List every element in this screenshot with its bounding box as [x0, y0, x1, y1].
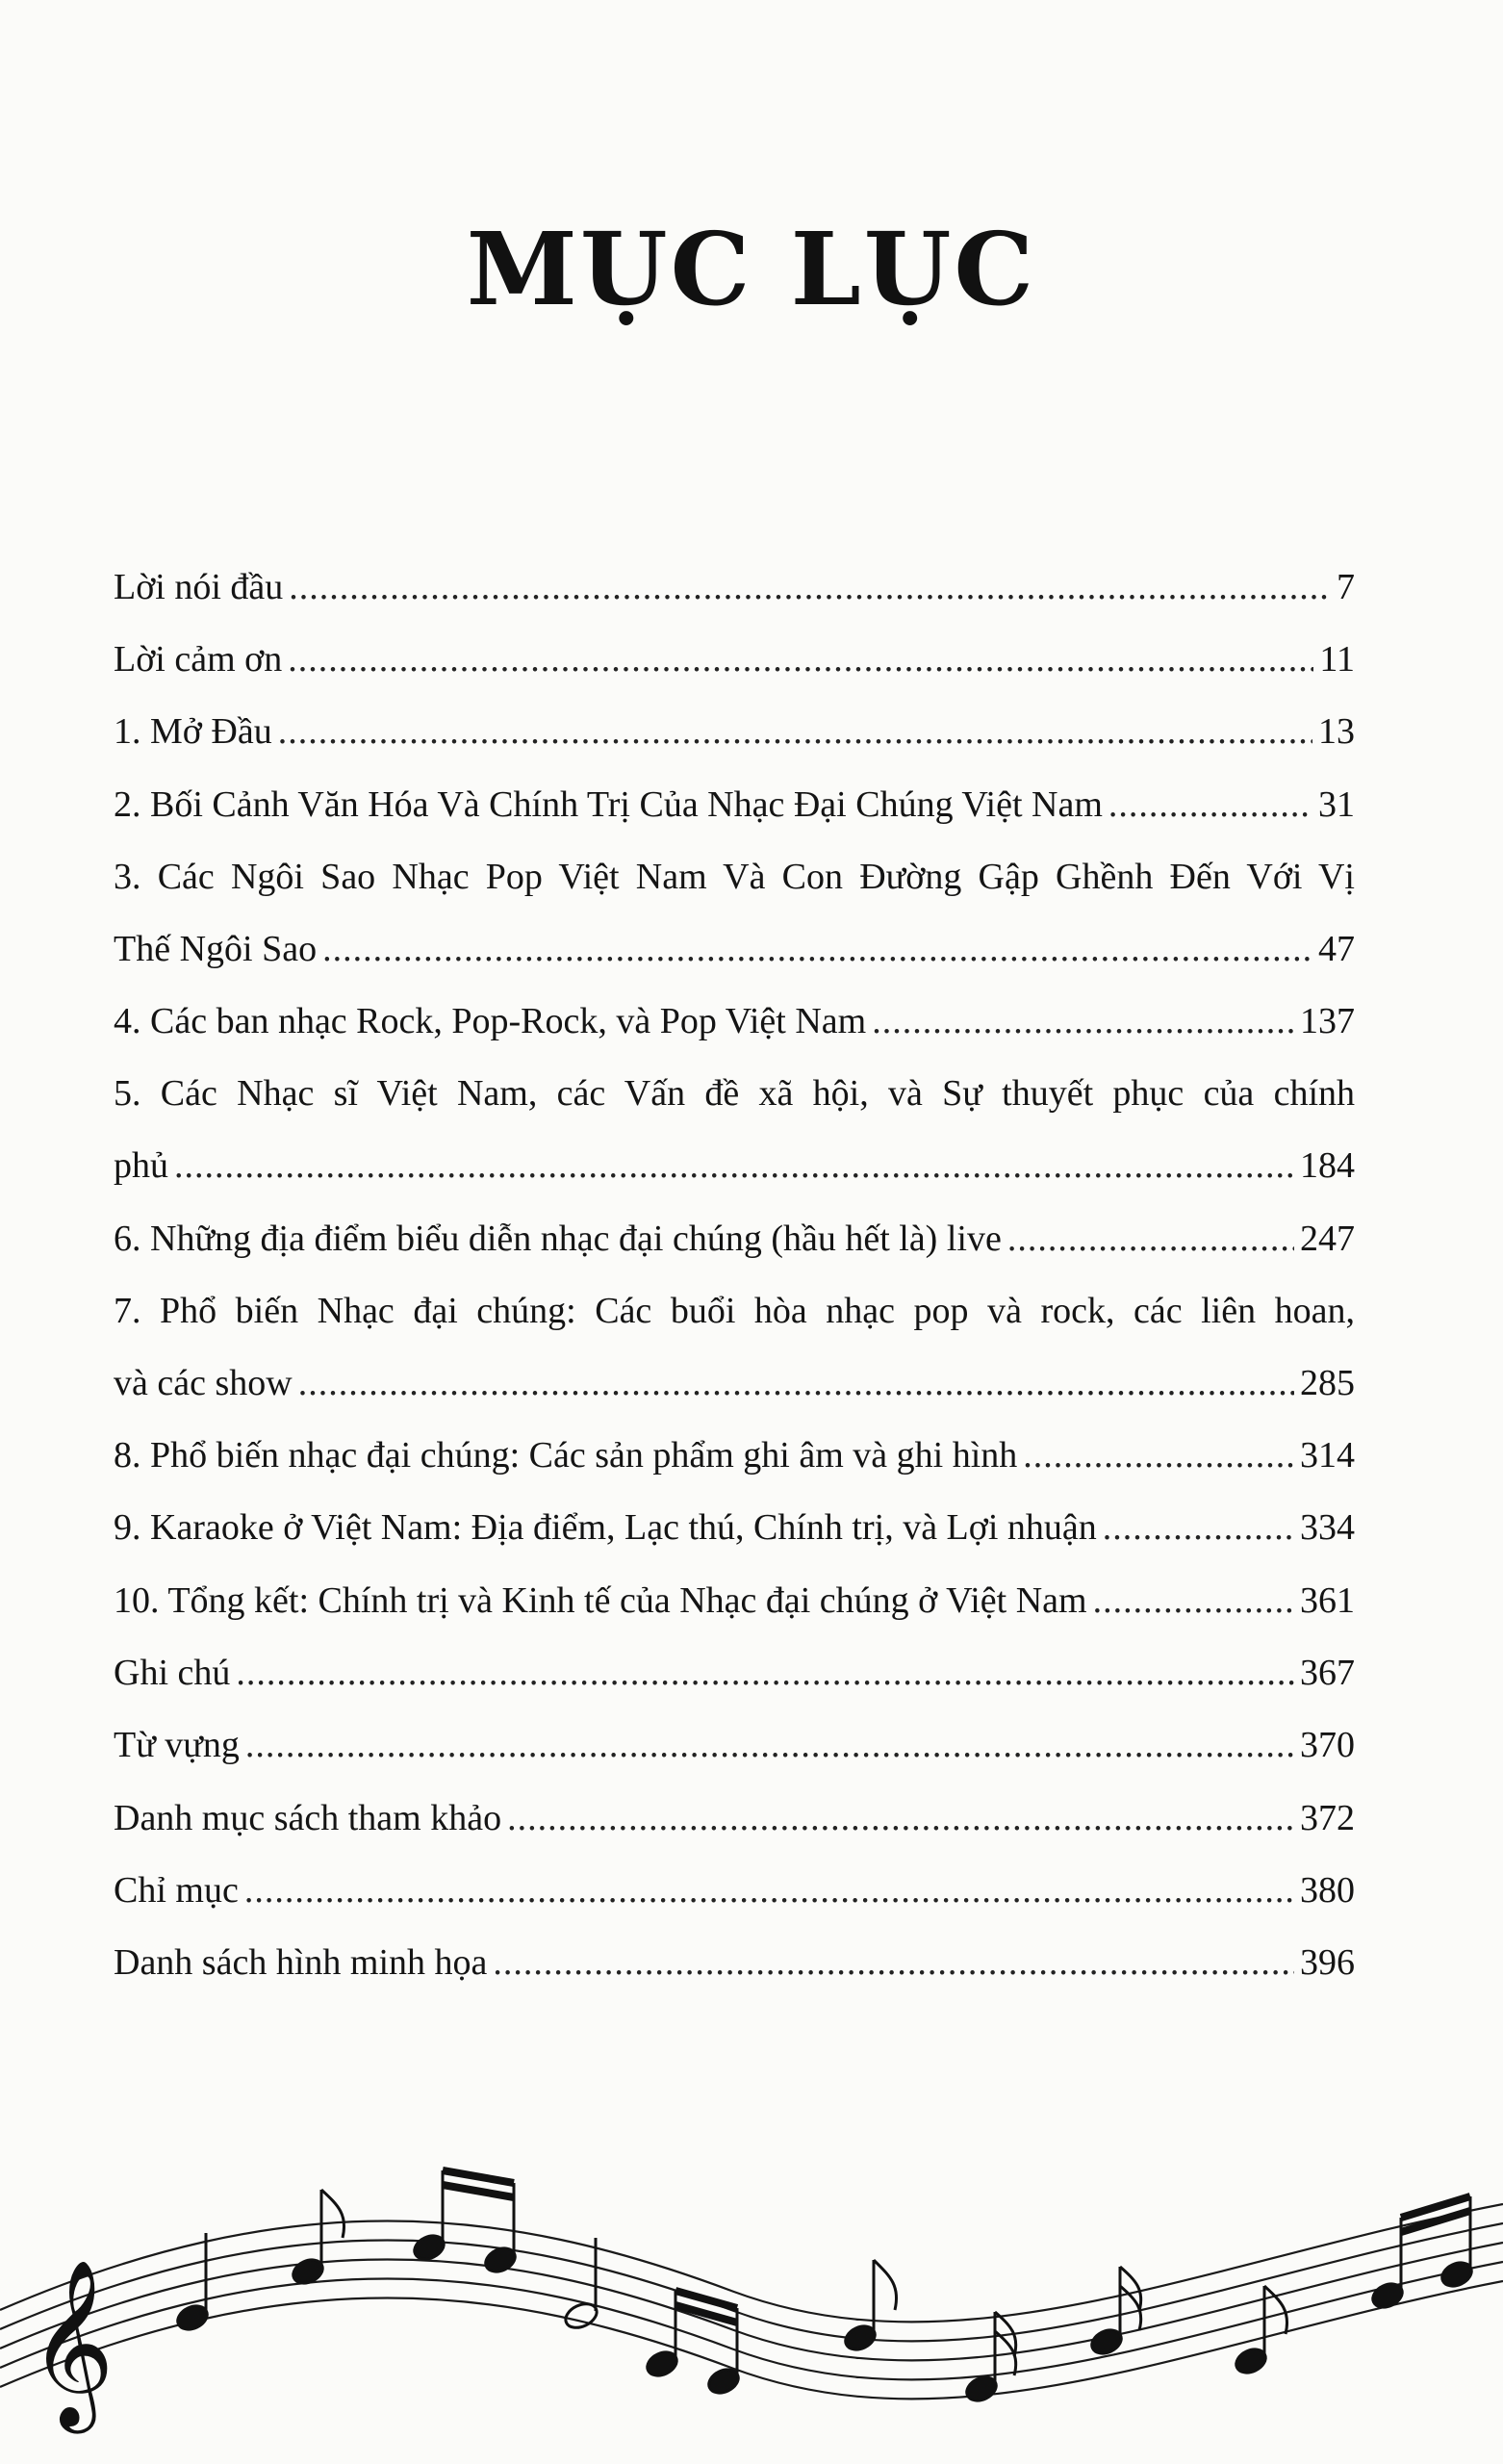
leader-dots — [1093, 1572, 1294, 1630]
toc-entry-page: 334 — [1300, 1507, 1355, 1548]
leader-dots — [1103, 1499, 1294, 1556]
toc-entry[interactable] — [114, 1354, 1355, 1412]
toc-entry-title: 2. Bối Cảnh Văn Hóa Và Chính Trị Của Nhạc Đại Chúng Việt Nam — [114, 784, 1103, 825]
toc-entry-page: 247 — [1300, 1219, 1355, 1259]
toc-entry-page: 47 — [1318, 929, 1355, 969]
leader-dots — [288, 630, 1313, 688]
toc-entry[interactable] — [114, 1861, 1355, 1919]
toc-entry-page: 370 — [1300, 1725, 1355, 1765]
toc-entry[interactable] — [114, 1426, 1355, 1484]
leader-dots — [174, 1137, 1294, 1194]
toc-entry-page: 184 — [1300, 1145, 1355, 1186]
leader-dots — [236, 1644, 1294, 1702]
toc-entry[interactable] — [114, 1572, 1355, 1630]
music-staff-illustration — [0, 2146, 1503, 2464]
music-notes — [174, 2170, 1475, 2405]
leader-dots — [298, 1354, 1294, 1412]
toc-entry-title: Chỉ mục — [114, 1870, 239, 1911]
toc-entry-title-line1: 5. Các Nhạc sĩ Việt Nam, các Vấn đề xã hội, và Sự thuyết phục của chính — [114, 1073, 1355, 1114]
toc-entry-page: 11 — [1319, 639, 1355, 680]
toc-entry[interactable] — [114, 1789, 1355, 1847]
toc-entry[interactable] — [114, 703, 1355, 760]
leader-dots — [1108, 776, 1312, 834]
leader-dots — [322, 920, 1312, 978]
toc-entry[interactable] — [114, 920, 1355, 978]
toc-entry-title: 10. Tổng kết: Chính trị và Kinh tế của Nhạc đại chúng ở Việt Nam — [114, 1580, 1087, 1621]
toc-entry[interactable] — [114, 992, 1355, 1050]
toc-entry-title: 6. Những địa điểm biểu diễn nhạc đại chúng (hầu hết là) live — [114, 1219, 1002, 1259]
treble-clef-icon — [29, 2259, 115, 2434]
toc-entry-page: 137 — [1300, 1001, 1355, 1041]
toc-entry[interactable] — [114, 776, 1355, 834]
toc-entry-page: 367 — [1300, 1653, 1355, 1693]
toc-entry-title: 1. Mở Đầu — [114, 711, 272, 752]
toc-entry[interactable] — [114, 630, 1355, 688]
toc-entry-title: Lời cảm ơn — [114, 639, 283, 680]
toc-entry-page: 13 — [1318, 711, 1355, 752]
sixteenth-notes-icon — [644, 2291, 742, 2398]
eighth-note-icon — [290, 2190, 344, 2288]
toc-entry-title: Danh sách hình minh họa — [114, 1942, 488, 1983]
page-title: MỤC LỤC — [466, 210, 1037, 328]
toc-entry[interactable] — [114, 1137, 1355, 1194]
leader-dots — [289, 558, 1331, 616]
toc-entry[interactable] — [114, 1499, 1355, 1556]
leader-dots — [507, 1789, 1294, 1847]
toc-entry-title: và các show — [114, 1363, 293, 1403]
toc-entry[interactable] — [114, 1210, 1355, 1268]
toc-entry-page: 396 — [1300, 1942, 1355, 1983]
leader-dots — [278, 703, 1312, 760]
toc-entry-title: phủ — [114, 1145, 168, 1186]
toc-entry[interactable] — [114, 558, 1355, 616]
staff-lines — [0, 2204, 1503, 2399]
leader-dots — [1007, 1210, 1294, 1268]
toc-entry[interactable] — [114, 1716, 1355, 1774]
toc-entry-page: 372 — [1300, 1798, 1355, 1838]
toc-entry-title: Ghi chú — [114, 1653, 231, 1693]
svg-text:𝄞: 𝄞 — [29, 2259, 115, 2426]
toc-entry-title: Danh mục sách tham khảo — [114, 1798, 502, 1838]
toc-entry-title: Lời nói đầu — [114, 567, 284, 607]
toc-entry-title-line1: 7. Phổ biến Nhạc đại chúng: Các buổi hòa nhạc pop và rock, các liên hoan, — [114, 1291, 1355, 1331]
toc-entry-page: 285 — [1300, 1363, 1355, 1403]
toc-entry-page: 7 — [1337, 567, 1355, 607]
toc-entry-title: 9. Karaoke ở Việt Nam: Địa điểm, Lạc thú, Chính trị, và Lợi nhuận — [114, 1507, 1097, 1548]
toc-entry-first-line[interactable] — [114, 1282, 1355, 1340]
toc-entry-first-line[interactable] — [114, 1065, 1355, 1122]
toc-entry-page: 380 — [1300, 1870, 1355, 1911]
toc-entry-page: 31 — [1318, 784, 1355, 825]
toc-entry-first-line[interactable] — [114, 848, 1355, 906]
leader-dots — [244, 1861, 1294, 1919]
sixteenth-notes-icon — [1369, 2196, 1475, 2312]
leader-dots — [493, 1934, 1294, 1991]
leader-dots — [872, 992, 1294, 1050]
toc-entry-title: Thế Ngôi Sao — [114, 929, 318, 969]
toc-entry-title: 8. Phổ biến nhạc đại chúng: Các sản phẩm ghi âm và ghi hình — [114, 1435, 1018, 1476]
leader-dots — [245, 1716, 1294, 1774]
sixteenth-notes-icon — [411, 2170, 519, 2276]
toc-entry-title: 4. Các ban nhạc Rock, Pop-Rock, và Pop Việt Nam — [114, 1001, 867, 1041]
leader-dots — [1023, 1426, 1294, 1484]
toc-entry-title-line1: 3. Các Ngôi Sao Nhạc Pop Việt Nam Và Con Đường Gập Ghềnh Đến Với Vị — [114, 857, 1355, 897]
toc-entry[interactable] — [114, 1644, 1355, 1702]
toc-entry[interactable] — [114, 1934, 1355, 1991]
toc-entry-title: Từ vựng — [114, 1725, 240, 1765]
toc-entry-page: 361 — [1300, 1580, 1355, 1621]
toc-entry-page: 314 — [1300, 1435, 1355, 1476]
